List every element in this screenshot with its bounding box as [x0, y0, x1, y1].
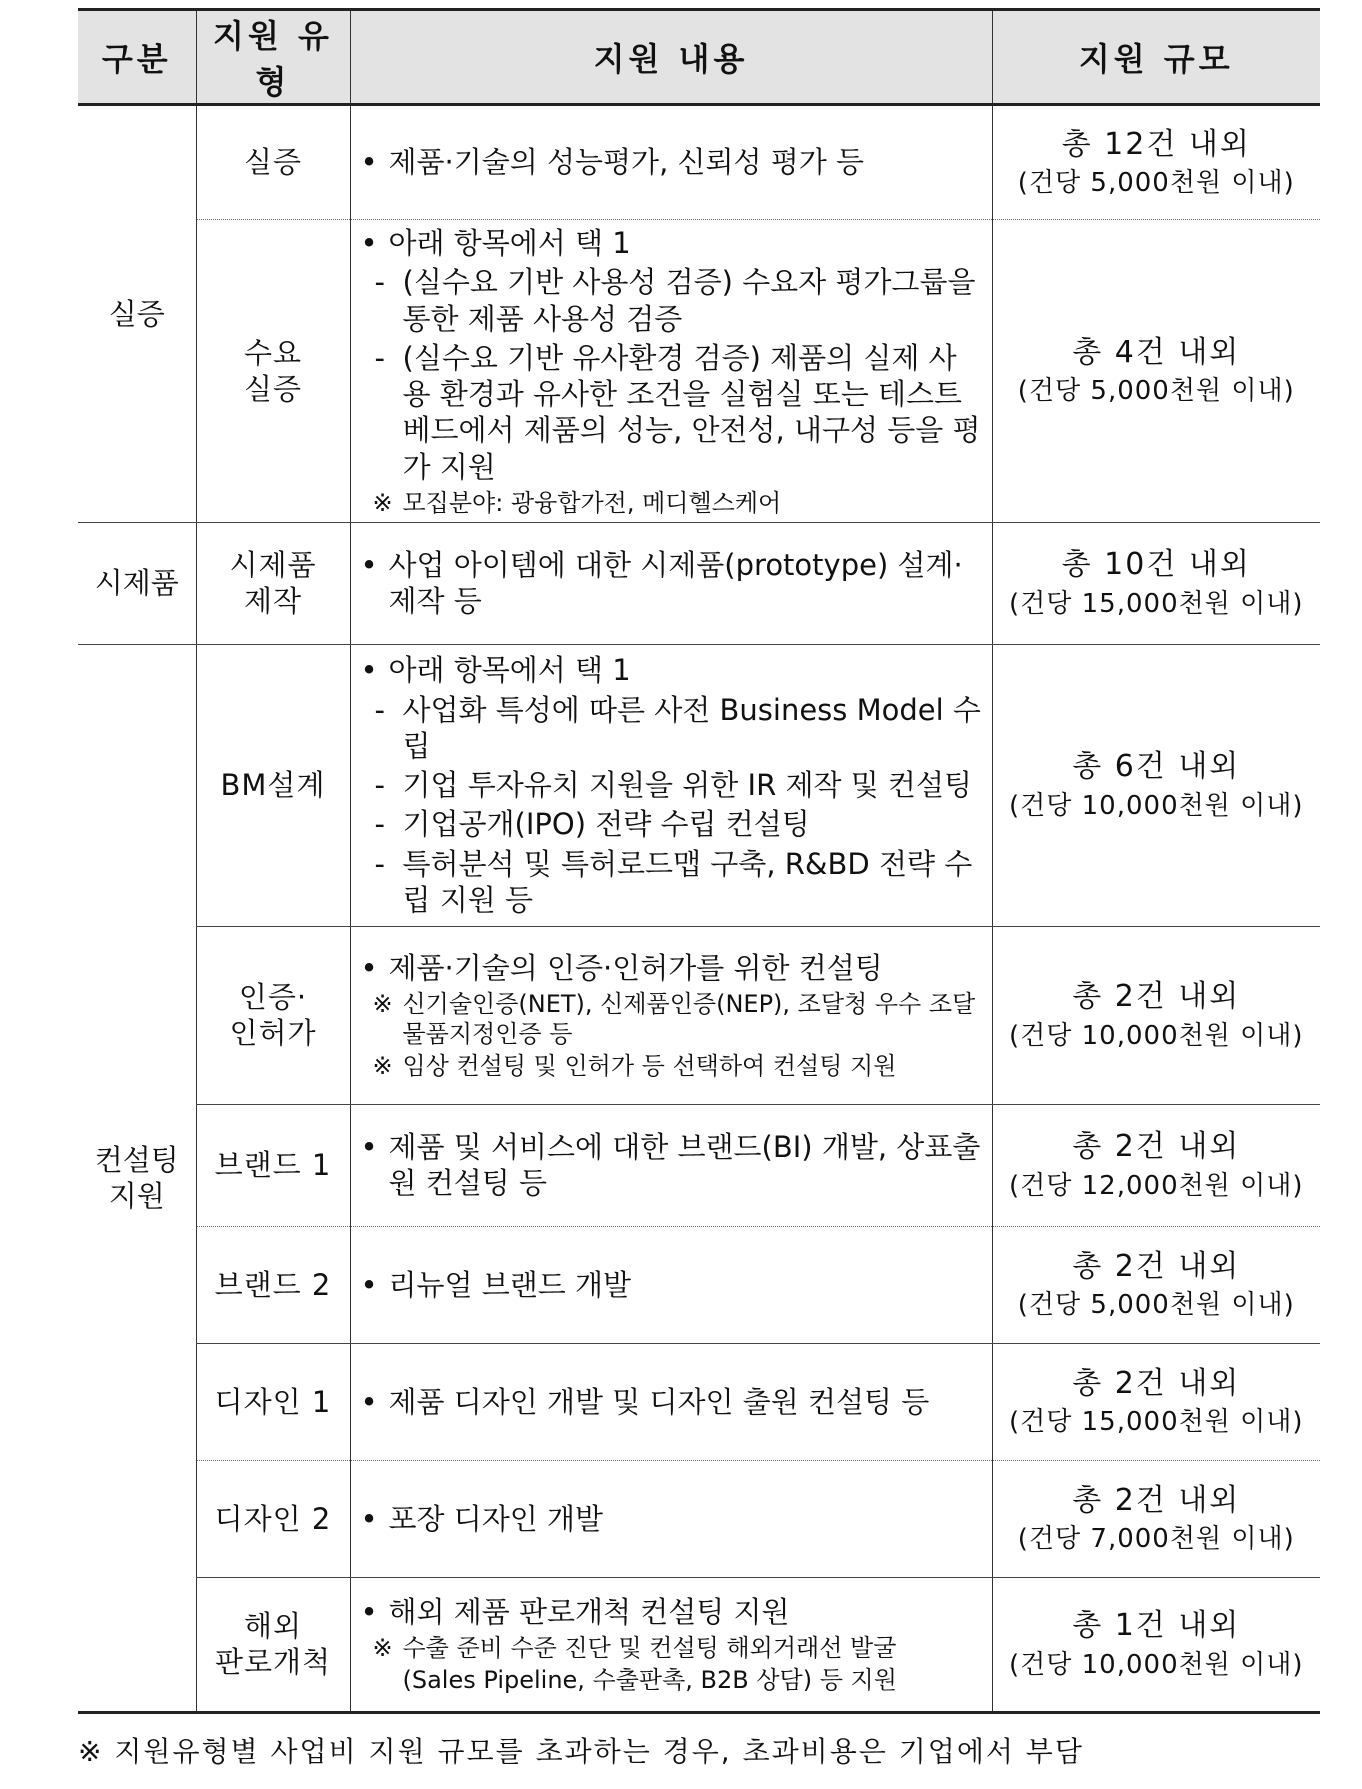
content-cell	[350, 1226, 992, 1343]
type-cell	[196, 926, 350, 1104]
scale-cell	[992, 1226, 1320, 1343]
type-cell	[196, 522, 350, 644]
table-row	[78, 1460, 1320, 1577]
scale-per-item: (건당 7,000천원 이내)	[1017, 1524, 1295, 1555]
scale-total: 총 2건 내외	[1072, 1248, 1241, 1284]
type-label-line1: 해외	[243, 1609, 303, 1643]
header-content: 지원 내용	[350, 10, 992, 105]
type-cell	[196, 1343, 350, 1460]
type-label: 실증	[243, 145, 303, 180]
type-label-line2: 판로개척	[214, 1645, 332, 1680]
content-sub-item: - 기업 투자유치 지원을 위한 IR 제작 및 컨설팅	[361, 767, 984, 803]
content-cell	[350, 1577, 992, 1712]
scale-cell	[992, 522, 1320, 644]
content-note-continuation: (Sales Pipeline, 수출판촉, B2B 상담) 등 지원	[402, 1666, 897, 1695]
scale-total: 총 4건 내외	[1072, 334, 1241, 370]
content-sub-item: - 특허분석 및 특허로드맵 구축, R&BD 전략 수립 지원 등	[361, 846, 984, 919]
scale-cell	[992, 644, 1320, 926]
type-cell	[196, 1460, 350, 1577]
type-label: 브랜드 2	[214, 1267, 332, 1302]
content-sub-item: - (실수요 기반 사용성 검증) 수요자 평가그룹을 통한 제품 사용성 검증	[361, 264, 984, 337]
scale-per-item: (건당 12,000천원 이내)	[1009, 1170, 1304, 1201]
type-label-line1: 수요	[243, 335, 303, 370]
type-cell	[196, 105, 350, 220]
type-cell	[196, 644, 350, 926]
type-label-line1: 시제품	[229, 548, 317, 582]
type-label: 디자인 1	[214, 1384, 332, 1419]
scale-total: 총 2건 내외	[1072, 979, 1241, 1015]
content-bullet: • 포장 디자인 개발	[361, 1501, 984, 1537]
scale-total: 총 6건 내외	[1072, 749, 1241, 785]
header-scale: 지원 규모	[992, 10, 1320, 105]
content-cell	[350, 522, 992, 644]
table-row	[78, 1343, 1320, 1460]
header-type: 지원 유형	[196, 10, 350, 105]
scale-total: 총 10건 내외	[1061, 547, 1251, 583]
type-label-line2: 제작	[243, 584, 303, 619]
scale-cell	[992, 1343, 1320, 1460]
category-label: 시제품	[94, 566, 179, 601]
category-label-line2: 지원	[108, 1178, 165, 1213]
content-cell	[350, 644, 992, 926]
content-bullet: • 제품 및 서비스에 대한 브랜드(BI) 개발, 상표출원 컨설팅 등	[361, 1129, 984, 1202]
content-bullet: • 사업 아이템에 대한 시제품(prototype) 설계·제작 등	[361, 547, 984, 620]
type-cell	[196, 1577, 350, 1712]
content-bullet: • 리뉴얼 브랜드 개발	[361, 1267, 984, 1303]
type-label-line2: 실증	[243, 371, 303, 406]
content-bullet: • 아래 항목에서 택 1	[361, 652, 984, 688]
table-row	[78, 1226, 1320, 1343]
scale-cell	[992, 105, 1320, 220]
category-cell	[78, 105, 196, 523]
scale-per-item: (건당 10,000천원 이내)	[1009, 790, 1304, 821]
content-bullet: • 아래 항목에서 택 1	[361, 225, 984, 261]
content-cell	[350, 220, 992, 523]
category-label: 실증	[108, 296, 165, 331]
content-note: ※ 모집분야: 광융합가전, 메디헬스케어	[361, 488, 984, 518]
scale-total: 총 2건 내외	[1072, 1482, 1241, 1518]
content-note: ※ 신기술인증(NET), 신제품인증(NEP), 조달청 우수 조달물품지정인증 등	[361, 989, 984, 1049]
footnote: ※ 지원유형별 사업비 지원 규모를 초과하는 경우, 초과비용은 기업에서 부담	[78, 1735, 1084, 1768]
content-bullet: • 해외 제품 판로개척 컨설팅 지원	[361, 1594, 984, 1630]
content-note: ※ 임상 컨설팅 및 인허가 등 선택하여 컨설팅 지원	[361, 1051, 984, 1081]
scale-total: 총 12건 내외	[1061, 126, 1251, 162]
table-row	[78, 1577, 1320, 1712]
scale-total: 총 2건 내외	[1072, 1365, 1241, 1401]
table-row	[78, 1104, 1320, 1226]
scale-cell	[992, 220, 1320, 523]
table-header-row	[78, 10, 1320, 105]
support-table-container	[78, 8, 1320, 1714]
content-sub-item: - (실수요 기반 유사환경 검증) 제품의 실제 사용 환경과 유사한 조건을 실험실 또는 테스트베드에서 제품의 성능, 안전성, 내구성 등을 평가 지원	[361, 340, 984, 485]
content-sub-item: - 사업화 특성에 따른 사전 Business Model 수립	[361, 692, 984, 765]
type-label-line1: 인증·	[238, 980, 308, 1014]
type-label: 브랜드 1	[214, 1148, 332, 1183]
type-label: BM설계	[220, 768, 326, 803]
content-sub-item: - 기업공개(IPO) 전략 수립 컨설팅	[361, 806, 984, 842]
content-note: ※ 수출 준비 수준 진단 및 컨설팅 해외거래선 발굴	[361, 1633, 984, 1663]
table-row	[78, 220, 1320, 523]
scale-cell	[992, 1577, 1320, 1712]
scale-per-item: (건당 10,000천원 이내)	[1009, 1649, 1304, 1680]
table-row	[78, 644, 1320, 926]
type-cell	[196, 1104, 350, 1226]
content-bullet: • 제품 디자인 개발 및 디자인 출원 컨설팅 등	[361, 1384, 984, 1420]
category-cell	[78, 522, 196, 644]
scale-cell	[992, 1104, 1320, 1226]
content-bullet: • 제품·기술의 인증·인허가를 위한 컨설팅	[361, 950, 984, 986]
scale-per-item: (건당 15,000천원 이내)	[1009, 1407, 1304, 1438]
content-cell	[350, 926, 992, 1104]
support-table	[78, 8, 1320, 1714]
category-cell	[78, 644, 196, 1712]
scale-total: 총 1건 내외	[1072, 1608, 1241, 1644]
table-row	[78, 926, 1320, 1104]
category-label-line1: 컨설팅	[94, 1142, 179, 1177]
table-row	[78, 522, 1320, 644]
content-cell	[350, 105, 992, 220]
type-cell	[196, 1226, 350, 1343]
content-cell	[350, 1104, 992, 1226]
scale-per-item: (건당 5,000천원 이내)	[1017, 1290, 1295, 1321]
scale-per-item: (건당 15,000천원 이내)	[1009, 588, 1304, 619]
scale-per-item: (건당 5,000천원 이내)	[1017, 376, 1295, 407]
scale-total: 총 2건 내외	[1072, 1129, 1241, 1165]
content-bullet: • 제품·기술의 성능평가, 신뢰성 평가 등	[361, 144, 984, 180]
type-label-line2: 인허가	[229, 1016, 317, 1051]
table-row	[78, 105, 1320, 220]
scale-per-item: (건당 5,000천원 이내)	[1017, 168, 1295, 198]
type-label: 디자인 2	[214, 1501, 332, 1536]
content-cell	[350, 1460, 992, 1577]
content-cell	[350, 1343, 992, 1460]
header-category: 구분	[78, 10, 196, 105]
scale-cell	[992, 1460, 1320, 1577]
scale-cell	[992, 926, 1320, 1104]
scale-per-item: (건당 10,000천원 이내)	[1009, 1020, 1304, 1051]
type-cell	[196, 220, 350, 523]
